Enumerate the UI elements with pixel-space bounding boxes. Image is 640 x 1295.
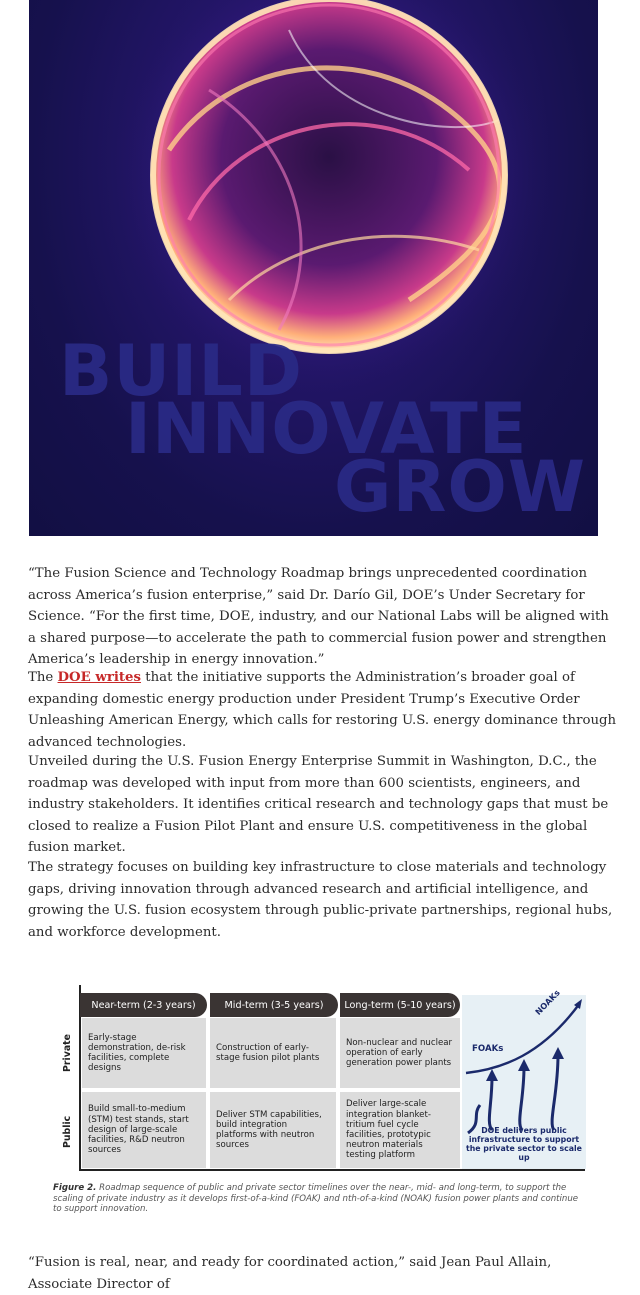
hero-word-build: BUILD [59, 330, 303, 412]
roadmap-figure [50, 985, 590, 1220]
cell-public-long: Deliver large-scale integration blanket-tritium fuel cycle facilities, prototypic neutron materials testing platform [340, 1092, 460, 1168]
cell-public-mid: Deliver STM capabilities, build integration platforms with neutron sources [210, 1092, 336, 1168]
figure-horizontal-axis [79, 1169, 585, 1171]
noak-label: NOAKs [533, 987, 562, 1017]
hero-image [29, 0, 598, 536]
hero-word-innovate: INNOVATE [125, 388, 528, 470]
header-mid-term: Mid-term (3-5 years) [210, 993, 338, 1017]
header-long-term: Long-term (5-10 years) [340, 993, 460, 1017]
cell-private-mid: Construction of early-stage fusion pilot plants [210, 1018, 336, 1088]
cell-private-near: Early-stage demonstration, de-risk facilities, complete designs [82, 1018, 206, 1088]
paragraph-2-rest: that the initiative supports the Administration’s broader goal of expanding domestic energy production under President Trump’s Executive Order Unleashing American Energy, which calls for restoring U.S. energy dominance through advanced technologies. [28, 670, 617, 750]
foak-label: FOAKs [472, 1044, 504, 1054]
article-paragraph-5: “Fusion is real, near, and ready for coordinated action,” said Jean Paul Allain, Associate Director of [28, 1255, 552, 1292]
article-paragraph-4: The strategy focuses on building key infrastructure to close materials and technology gaps, driving innovation through advanced research and artificial intelligence, and growing the U.S. fusion ecosystem through public-private partnerships, regional hubs, and workforce development. [28, 860, 613, 940]
cell-public-near: Build small-to-medium (STM) test stands, start design of large-scale facilities, R&D neutron sources [82, 1092, 206, 1168]
article-paragraph-1: “The Fusion Science and Technology Roadmap brings unprecedented coordination across America’s fusion enterprise,” said Dr. Darío Gil, DOE’s Under Secretary for Science. “For the first time, DOE, industry, and our National Labs will be aligned with a shared purpose—to accelerate the path to commercial fusion power and strengthen America’s leadership in energy innovation.” [28, 566, 609, 667]
header-near-term: Near-term (2-3 years) [80, 993, 207, 1017]
figure-caption-text: Roadmap sequence of public and private sector timelines over the near-, mid- and long-term, to support the scaling of private industry as it develops first-of-a-kind (FOAK) and nth-of-a-kind (NOAK) fusion power plants and continue to support innovation. [53, 1183, 579, 1214]
row-label-private: Private [62, 1034, 73, 1072]
hero-word-grow: GROW [334, 446, 587, 528]
article-paragraph-2 [28, 667, 618, 753]
figure-caption [53, 1183, 583, 1215]
figure-caption-label: Figure 2. [53, 1183, 97, 1193]
paragraph-2-prefix: The [28, 670, 58, 685]
row-label-public: Public [62, 1115, 73, 1149]
cell-private-long: Non-nuclear and nuclear operation of early generation power plants [340, 1018, 460, 1088]
growth-caption: DOE delivers public infrastructure to support the private sector to scale up [466, 1126, 582, 1162]
article-paragraph-3: Unveiled during the U.S. Fusion Energy Enterprise Summit in Washington, D.C., the roadmap was developed with input from more than 600 scientists, engineers, and industry stakeholders. It identifies critical research and technology gaps that must be closed to realize a Fusion Pilot Plant and ensure U.S. competitiveness in the global fusion market. [28, 754, 609, 855]
doe-writes-link[interactable]: DOE writes [57, 670, 142, 685]
